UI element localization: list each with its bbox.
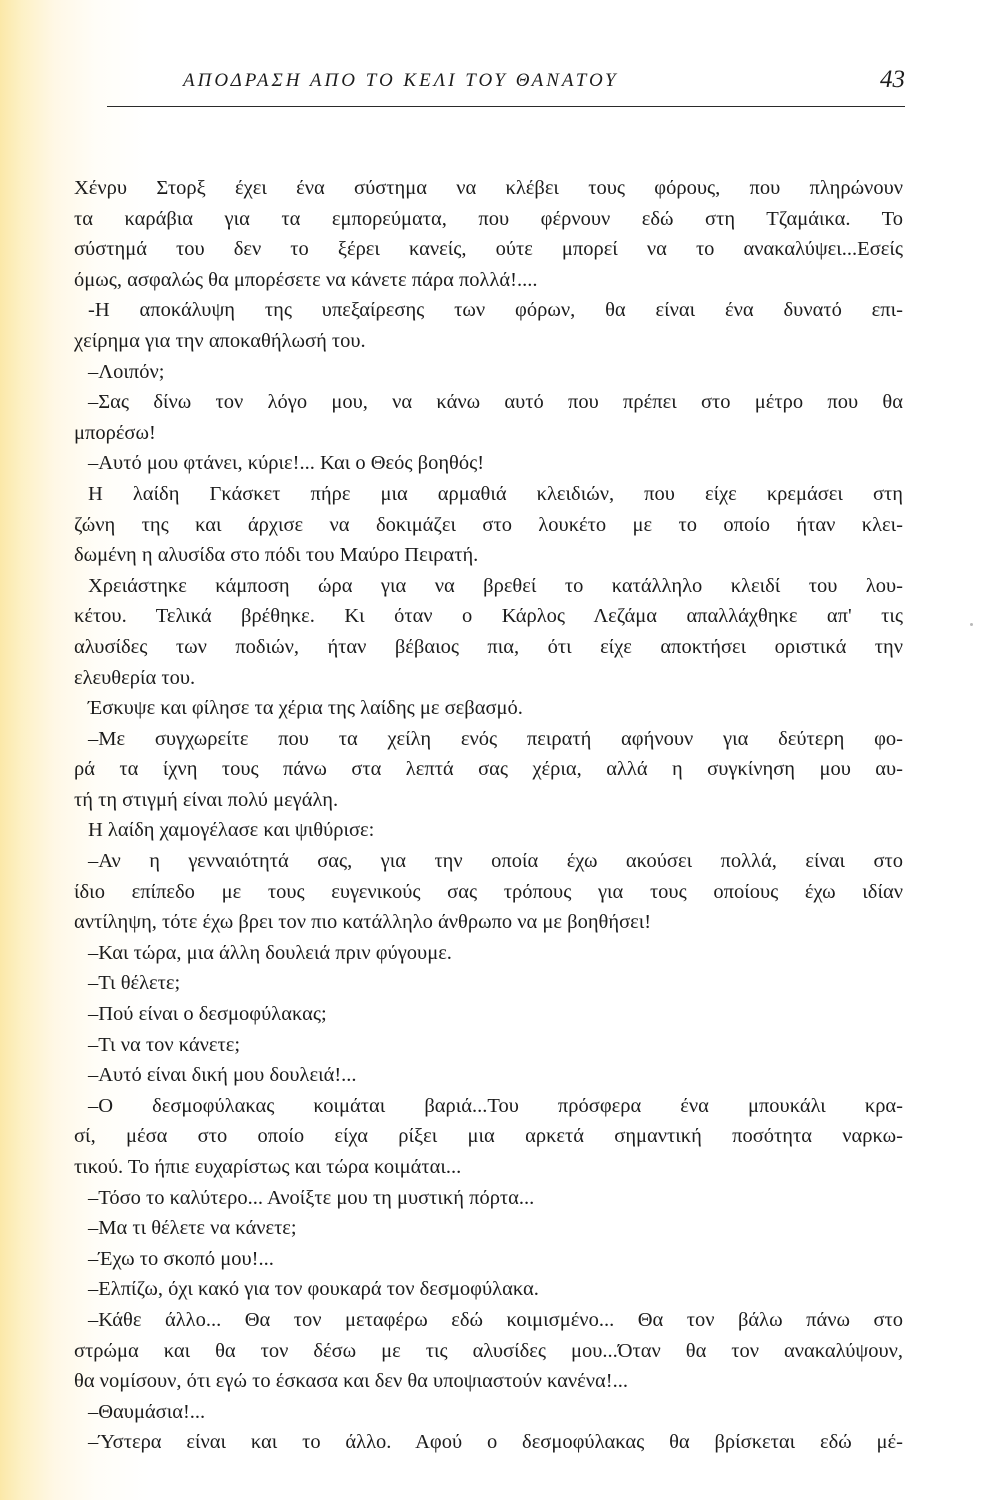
page-number: 43 xyxy=(880,66,905,93)
text-line: κέτου. Τελικά βρέθηκε. Κι όταν ο Κάρλος Λεζάμα απαλλάχθηκε απ' τις xyxy=(74,605,903,628)
text-line: σύστημά του δεν το ξέρει κανείς, ούτε μπορεί να το ανακαλύψει...Εσείς xyxy=(74,238,903,261)
text-line: Χρειάστηκε κάμποση ώρα για να βρεθεί το κατάλληλο κλειδί του λου- xyxy=(88,574,903,597)
text-line: –Και τώρα, μια άλλη δουλειά πριν φύγουμε. xyxy=(88,941,452,964)
text-line: –Έχω το σκοπό μου!... xyxy=(88,1247,274,1270)
text-line: –Πού είναι ο δεσμοφύλακας; xyxy=(88,1003,327,1026)
text-line: –Τι θέλετε; xyxy=(88,972,181,995)
text-line: αλυσίδες των ποδιών, ήταν βέβαιος πια, ότι είχε αποκτήσει οριστικά την xyxy=(74,635,903,658)
paper-speck xyxy=(970,623,973,626)
text-line: χείρημα για την αποκαθήλωσή του. xyxy=(74,329,366,352)
text-line: ζώνη της και άρχισε να δοκιμάζει στο λουκέτο με το οποίο ήταν κλει- xyxy=(74,513,903,536)
text-line: στρώμα και θα τον δέσω με τις αλυσίδες μου...Όταν θα τον ανακαλύψουν, xyxy=(74,1339,903,1362)
text-line: –Τόσο το καλύτερο... Ανοίξτε μου τη μυστική πόρτα... xyxy=(88,1186,535,1209)
text-line: Χένρυ Στορξ έχει ένα σύστημα να κλέβει τους φόρους, που πληρώνουν xyxy=(74,177,903,199)
text-line: –Σας δίνω τον λόγο μου, να κάνω αυτό που πρέπει στο μέτρο που θα xyxy=(88,391,903,414)
text-line: τικού. Το ήπιε ευχαρίστως και τώρα κοιμάται... xyxy=(74,1156,462,1178)
text-line: –Τι να τον κάνετε; xyxy=(88,1033,241,1056)
text-line: –Αυτό μου φτάνει, κύριε!... Και ο Θεός βοηθός! xyxy=(88,452,485,475)
text-line: –Θαυμάσια!... xyxy=(88,1400,206,1423)
text-line: δωμένη η αλυσίδα στο πόδι του Μαύρο Πειρατή. xyxy=(74,544,479,567)
text-line: –Ύστερα είναι και το άλλο. Αφού ο δεσμοφύλακας θα βρίσκεται εδώ μέ- xyxy=(88,1431,903,1454)
text-line: ίδιο επίπεδο με τους ευγενικούς σας τρόπους για τους οποίους έχω ιδίαν xyxy=(74,880,903,903)
text-line: σί, μέσα στο οποίο είχα ρίξει μια αρκετά σημαντική ποσότητα ναρκω- xyxy=(74,1125,903,1148)
text-line: –Αν η γενναιότητά σας, για την οποία έχω ακούσει πολλά, είναι στο xyxy=(88,850,903,873)
text-line: Η λαίδη χαμογέλασε και ψιθύρισε: xyxy=(88,819,375,842)
text-line: –Με συγχωρείτε που τα χείλη ενός πειρατή αφήνουν για δεύτερη φο- xyxy=(88,727,903,750)
text-line: ελευθερία του. xyxy=(74,666,196,689)
text-line: ρά τα ίχνη τους πάνω στα λεπτά σας χέρια, αλλά η συγκίνηση μου αυ- xyxy=(74,758,903,781)
text-line: -Η αποκάλυψη της υπεξαίρεσης των φόρων, θα είναι ένα δυνατό επι- xyxy=(88,299,903,322)
text-line: –Αυτό είναι δική μου δουλειά!... xyxy=(88,1064,357,1087)
text-line: θα νομίσουν, ότι εγώ το έσκασα και δεν θα υποψιαστούν κανένα!... xyxy=(74,1370,628,1393)
text-line: –Μα τι θέλετε να κάνετε; xyxy=(88,1217,297,1240)
text-line: τα καράβια για τα εμπορεύματα, που φέρνουν εδώ στη Τζαμάικα. Το xyxy=(74,207,903,230)
text-line: Έσκυψε και φίλησε τα χέρια της λαίδης με σεβασμό. xyxy=(88,697,523,720)
text-line: –Ελπίζω, όχι κακό για τον φουκαρά τον δεσμοφύλακα. xyxy=(88,1278,539,1301)
text-line: όμως, ασφαλώς θα μπορέσετε να κάνετε πάρα πολλά!.... xyxy=(74,268,538,291)
running-head xyxy=(107,62,905,102)
text-line: –Ο δεσμοφύλακας κοιμάται βαριά...Του πρόσφερα ένα μπουκάλι κρα- xyxy=(88,1094,903,1117)
header-rule xyxy=(107,106,905,107)
text-line: –Λοιπόν; xyxy=(88,360,165,383)
text-line: –Κάθε άλλο... Θα τον μεταφέρω εδώ κοιμισμένο... Θα τον βάλω πάνω στο xyxy=(88,1308,903,1331)
text-line: τή τη στιγμή είναι πολύ μεγάλη. xyxy=(74,788,339,811)
text-line: Η λαίδη Γκάσκετ πήρε μια αρμαθιά κλειδιών, που είχε κρεμάσει στη xyxy=(88,482,903,505)
running-title: ΑΠΟΔΡΑΣΗ ΑΠΟ ΤΟ ΚΕΛΙ ΤΟΥ ΘΑΝΑΤΟΥ xyxy=(183,70,619,91)
text-line: μπορέσω! xyxy=(74,421,156,444)
text-line: αντίληψη, τότε έχω βρει τον πιο κατάλληλο άνθρωπο να με βοηθήσει! xyxy=(74,911,652,934)
body-text xyxy=(74,173,903,1458)
